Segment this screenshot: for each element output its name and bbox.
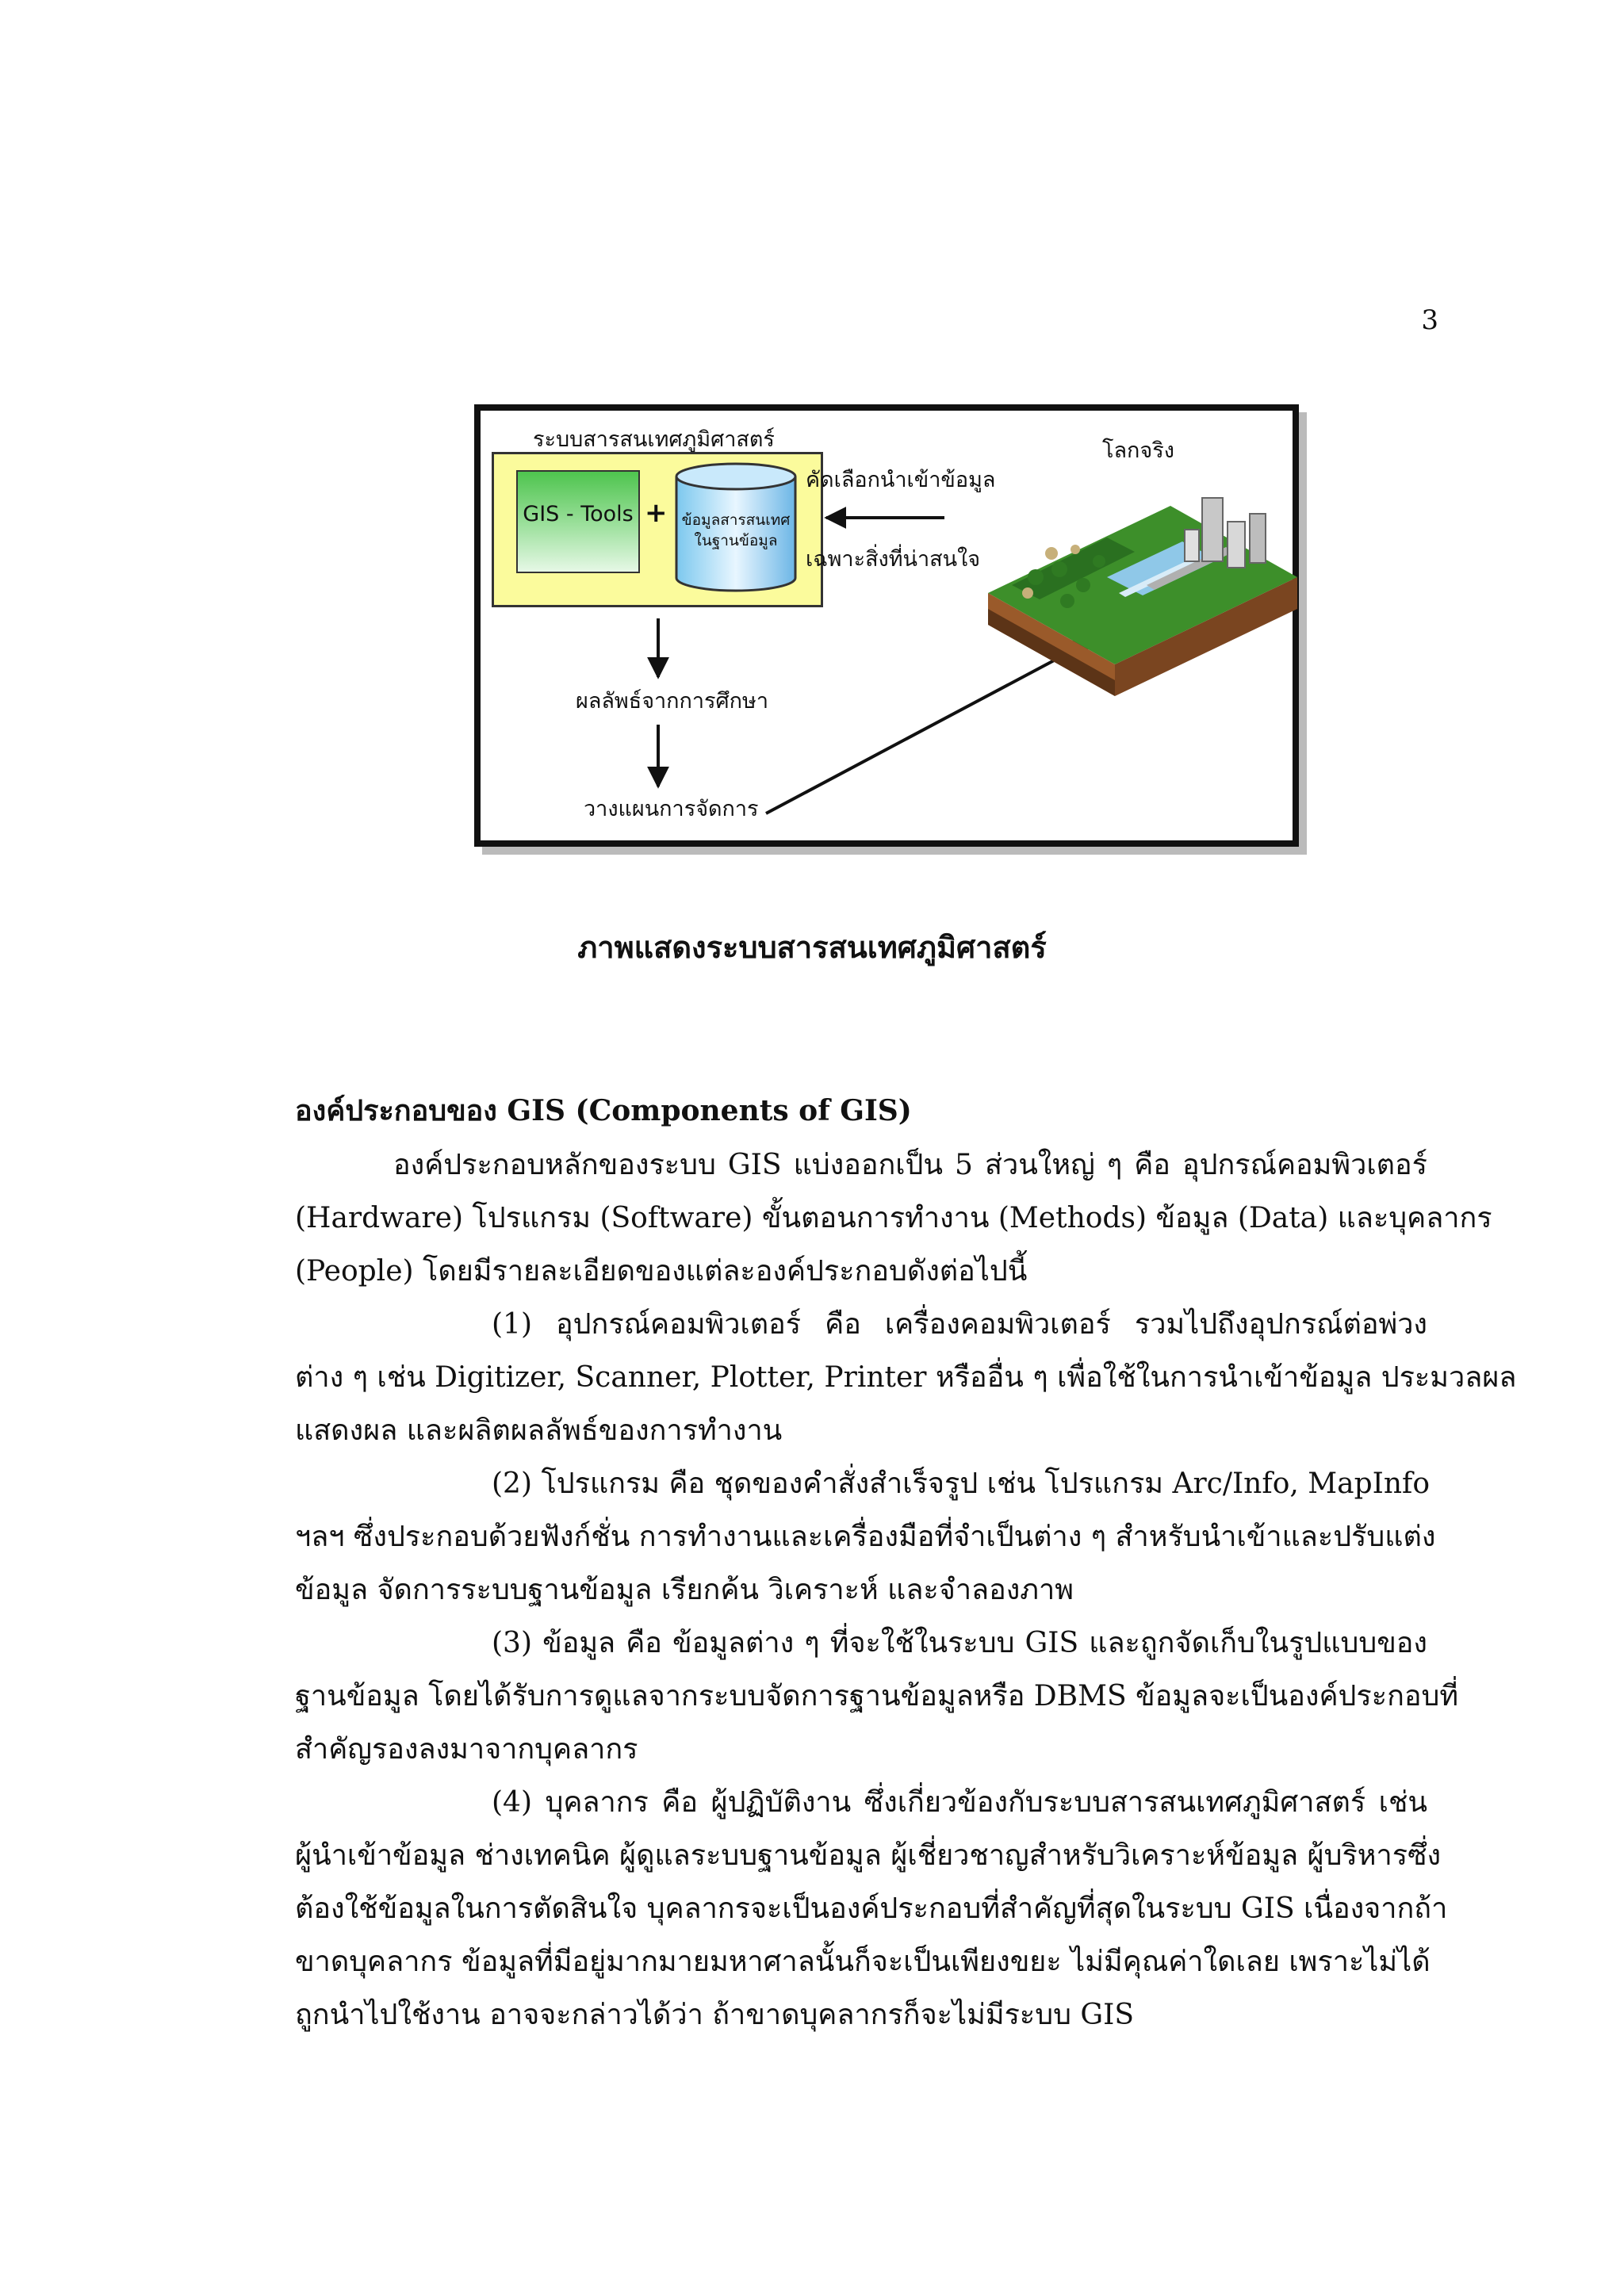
paragraph-line: (3) ข้อมูล คือ ข้อมูลต่าง ๆ ที่จะใช้ในระบบ GIS และถูกจัดเก็บในรูปแบบของ [492, 1627, 1427, 1659]
plus-sign: + [645, 497, 668, 529]
database-label [681, 510, 791, 551]
paragraph-line: ข้อมูล จัดการระบบฐานข้อมูล เรียกค้น วิเคราะห์ และจำลองภาพ [295, 1574, 1074, 1606]
select-input-label: คัดเลือกนำเข้าข้อมูล [806, 468, 996, 492]
paragraph-line: สำคัญรองลงมาจากบุคลากร [295, 1733, 638, 1766]
system-title: ระบบสารสนเทศภูมิศาสตร์ [533, 427, 775, 452]
gis-tools-label: GIS - Tools [523, 502, 634, 526]
paragraph-line: (People) โดยมีรายละเอียดของแต่ละองค์ประกอบดังต่อไปนี้ [295, 1255, 1028, 1288]
paragraph-line: องค์ประกอบหลักของระบบ GIS แบ่งออกเป็น 5 ส่วนใหญ่ ๆ คือ อุปกรณ์คอมพิวเตอร์ [393, 1149, 1427, 1181]
paragraph-line: (1) อุปกรณ์คอมพิวเตอร์ คือ เครื่องคอมพิวเตอร์ รวมไปถึงอุปกรณ์ต่อพ่วง [492, 1308, 1427, 1341]
paragraph-line: ขาดบุคลากร ข้อมูลที่มีอยู่มากมายมหาศาลนั้นก็จะเป็นเพียงขยะ ไม่มีคุณค่าใดเลย เพราะไม่ได้ [295, 1946, 1431, 1978]
paragraph-line: ต้องใช้ข้อมูลในการตัดสินใจ บุคลากรจะเป็นองค์ประกอบที่สำคัญที่สุดในระบบ GIS เนื่องจากถ้า [295, 1892, 1448, 1925]
paragraph-line: ถูกนำไปใช้งาน อาจจะกล่าวได้ว่า ถ้าขาดบุคลากรก็จะไม่มีระบบ GIS [295, 1999, 1135, 2031]
page-number: 3 [1421, 304, 1438, 336]
real-world-landscape-image [988, 458, 1297, 696]
paragraph-line: ฐานข้อมูล โดยได้รับการดูแลจากระบบจัดการฐานข้อมูลหรือ DBMS ข้อมูลจะเป็นองค์ประกอบที่ [295, 1680, 1459, 1712]
paragraph-line: (2) โปรแกรม คือ ชุดของคำสั่งสำเร็จรูป เช่น โปรแกรม Arc/Info, MapInfo [492, 1468, 1431, 1500]
real-world-label: โลกจริง [1102, 438, 1174, 463]
focus-label: เฉพาะสิ่งที่น่าสนใจ [806, 547, 981, 572]
paragraph-line: (Hardware) โปรแกรม (Software) ขั้นตอนการทำงาน (Methods) ข้อมูล (Data) และบุคลากร [295, 1202, 1492, 1234]
system-box [492, 452, 823, 607]
database-label-line1: ข้อมูลสารสนเทศ [681, 511, 791, 529]
results-label: ผลลัพธ์จากการศึกษา [576, 689, 768, 714]
database-label-line2: ในฐานข้อมูล [694, 532, 778, 549]
paragraph-line: ฯลฯ ซึ่งประกอบด้วยฟังก์ชั่น การทำงานและเครื่องมือที่จำเป็นต่าง ๆ สำหรับนำเข้าและปรับแต่ง [295, 1521, 1436, 1553]
figure-caption: ภาพแสดงระบบสารสนเทศภูมิศาสตร์ [577, 929, 1047, 965]
gis-diagram-figure [474, 404, 1299, 847]
paragraph-line: (4) บุคลากร คือ ผู้ปฏิบัติงาน ซึ่งเกี่ยวข้องกับระบบสารสนเทศภูมิศาสตร์ เช่น [492, 1786, 1427, 1819]
planning-label: วางแผนการจัดการ [584, 797, 759, 821]
paragraph-line: แสดงผล และผลิตผลลัพธ์ของการทำงาน [295, 1414, 783, 1447]
paragraph-line: ต่าง ๆ เช่น Digitizer, Scanner, Plotter, Printer หรืออื่น ๆ เพื่อใช้ในการนำเข้าข้อมูล ประมวลผล [295, 1361, 1517, 1394]
gis-tools-box [516, 470, 640, 573]
paragraph-line: ผู้นำเข้าข้อมูล ช่างเทคนิค ผู้ดูแลระบบฐานข้อมูล ผู้เชี่ยวชาญสำหรับวิเคราะห์ข้อมูล ผู้บริหารซึ่ง [295, 1839, 1442, 1872]
section-heading: องค์ประกอบของ GIS (Components of GIS) [295, 1094, 912, 1127]
